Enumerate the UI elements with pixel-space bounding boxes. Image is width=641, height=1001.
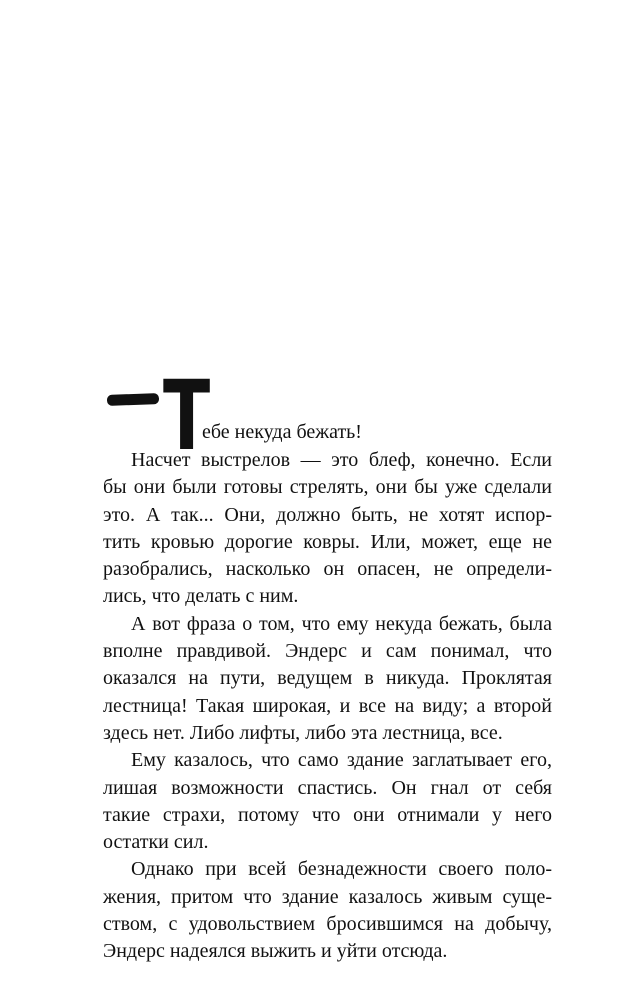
paragraph-line: Насчет выстрелов — это блеф, конечно. Если (131, 449, 552, 471)
paragraph-line: это. А так... Они, должно быть, не хотят испор- (103, 503, 552, 526)
body-text (103, 447, 552, 966)
paragraph-line: ством, с удовольствием бросившимся на добычу, (103, 913, 552, 936)
paragraph-line: оказался на пути, ведущем в никуда. Проклятая (103, 667, 552, 690)
paragraph-line: лишая возможности спастись. Он гнал от себя (103, 776, 552, 799)
paragraph-line: такие страхи, потому что они отнимали у него (103, 803, 552, 826)
paragraph-line: тить кровью дорогие ковры. Или, может, еще не (103, 530, 552, 553)
paragraph-line: остатки сил. (103, 831, 209, 854)
paragraph (103, 611, 552, 747)
dropcap-letter: Т (163, 360, 211, 472)
paragraph-line: разобрались, насколько он опасен, не определи- (103, 558, 552, 581)
paragraph-line: бы они были готовы стрелять, они бы уже сделали (103, 476, 552, 499)
paragraph-line: А вот фраза о том, что ему некуда бежать, была (131, 612, 552, 635)
paragraph-line: лись, что делать с ним. (103, 585, 299, 608)
paragraph (103, 447, 552, 611)
opening-line: ебе некуда бежать! (202, 421, 362, 443)
paragraph-line: вполне правдивой. Эндерс и сам понимал, что (103, 640, 552, 663)
dropcap-dash (107, 393, 159, 406)
paragraph-line: Однако при всей безнадежности своего поло- (131, 858, 552, 881)
paragraph-line: лестница! Такая широкая, и все на виду; а второй (103, 694, 552, 717)
paragraph-line: здесь нет. Либо лифты, либо эта лестница, все. (103, 721, 503, 744)
paragraph (103, 856, 552, 965)
paragraph-line: Ему казалось, что само здание заглатывает его, (131, 749, 552, 772)
paragraph-line: Эндерс надеялся выжить и уйти отсюда. (103, 940, 448, 963)
paragraph (103, 747, 552, 856)
paragraph-line: жения, притом что здание казалось живым суще- (103, 885, 552, 908)
